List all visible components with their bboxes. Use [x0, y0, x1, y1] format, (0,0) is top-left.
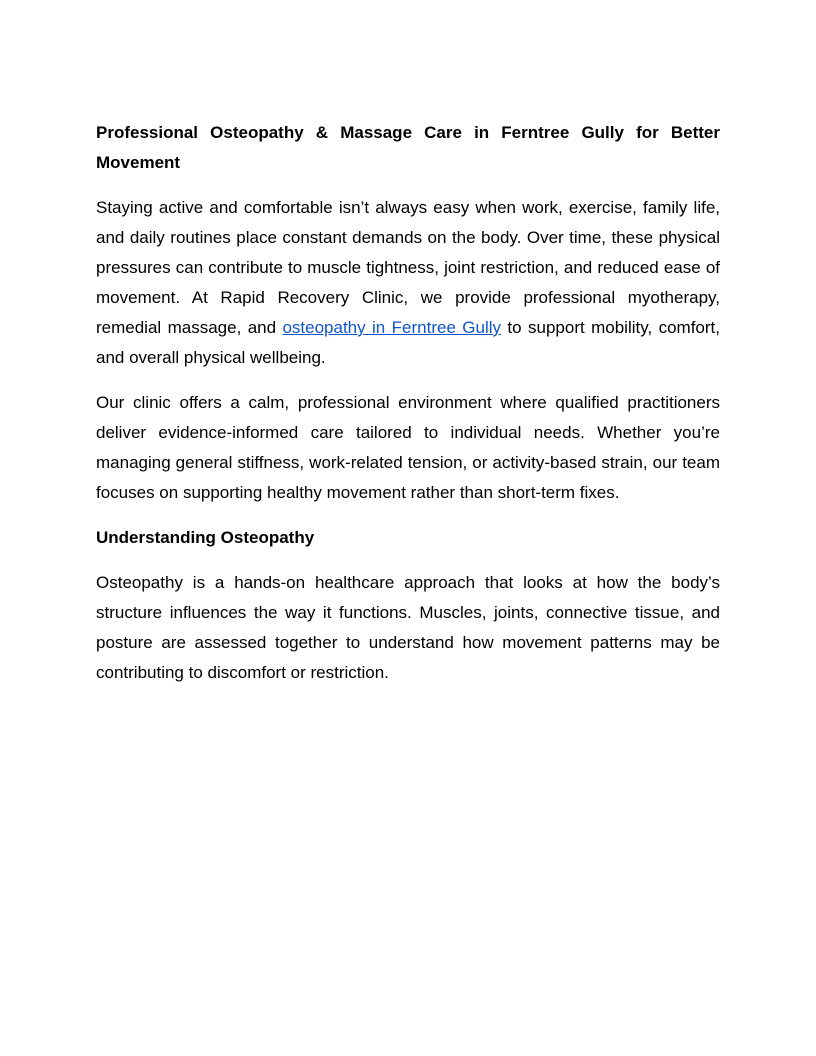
clinic-paragraph: Our clinic offers a calm, professional environment where qualified practitioners deliver evidence-informed care tailored to individual needs. Whether you’re managing general stiffness, work-related tension, or activity-based strain, our team focuses on supporting healthy movement rather than short-term fixes.	[96, 393, 720, 502]
intro-text: Staying active and comfortable isn’t always easy when work, exercise, family life, and daily routines place constant demands on the body. Over time, these physical pressures can contribute to muscle tightness, joint restriction, and reduced ease of movement. At Rapid Recovery Clinic, we provide professional myotherapy, remedial massage, and	[96, 198, 720, 337]
osteopathy-link[interactable]: osteopathy in Ferntree Gully	[282, 318, 502, 337]
document-page	[96, 118, 720, 703]
intro-paragraph	[96, 193, 720, 373]
section-heading: Understanding Osteopathy	[96, 528, 315, 547]
osteopathy-paragraph: Osteopathy is a hands-on healthcare approach that looks at how the body’s structure influences the way it functions. Muscles, joints, connective tissue, and posture are assessed together to understand how movement patterns may be contributing to discomfort or restriction.	[96, 573, 720, 682]
document-title: Professional Osteopathy & Massage Care in Ferntree Gully for Better Movement	[96, 123, 720, 172]
intro-text-end: to support mobility, comfort, and overall physical wellbeing.	[96, 318, 720, 367]
